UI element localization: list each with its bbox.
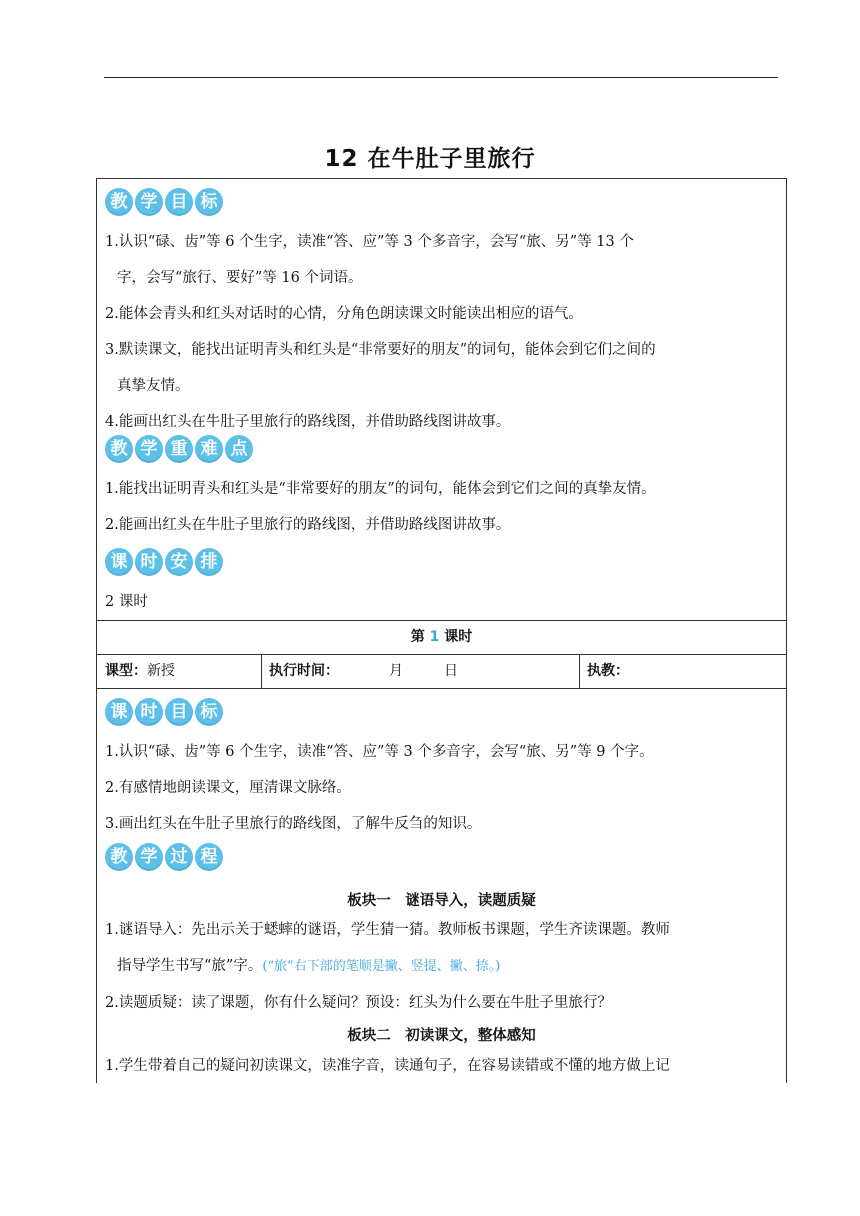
list-item [105, 948, 781, 985]
teacher-label: 执教： [587, 663, 629, 679]
list-item: 3.默读课文，能找出证明青头和红头是“非常要好的朋友”的词句，能体会到它们之间的 [105, 342, 656, 358]
key-points-list [105, 471, 781, 543]
type-label: 课型： [105, 663, 147, 679]
badge-char: 教 [105, 843, 133, 871]
lesson-number-row [97, 621, 786, 654]
list-item: 1.谜语导入：先出示关于蟋蟀的谜语，学生猜一猜。教师板书课题，学生齐读课题。教师 [105, 922, 670, 938]
badge-char: 课 [105, 548, 133, 576]
lesson-goals-list [105, 734, 781, 842]
badge-char: 过 [165, 843, 193, 871]
overview-cell [97, 179, 786, 620]
list-item: 2.有感情地朗读课文，厘清课文脉络。 [105, 780, 351, 796]
list-item: 4.能画出红头在牛肚子里旅行的路线图，并借助路线图讲故事。 [105, 414, 511, 430]
badge-char: 目 [165, 698, 193, 726]
list-item: 2.能体会青头和红头对话时的心情，分角色朗读课文时能读出相应的语气。 [105, 306, 583, 322]
badge-char: 标 [195, 188, 223, 216]
list-item: 1.学生带着自己的疑问初读课文，读准字音，读通句子，在容易读错或不懂的地方做上记 [105, 1058, 670, 1074]
block2-list [105, 1048, 781, 1084]
badge-char: 学 [135, 188, 163, 216]
badge-process [105, 843, 223, 871]
badge-char: 学 [135, 843, 163, 871]
lesson-suffix: 课时 [439, 629, 473, 645]
day-label: 日 [444, 663, 458, 679]
badge-lesson-goals [105, 698, 223, 726]
list-item: 3.画出红头在牛肚子里旅行的路线图，了解牛反刍的知识。 [105, 816, 482, 832]
badge-char: 时 [135, 698, 163, 726]
block1-list [105, 912, 781, 1021]
header-rule [104, 77, 778, 78]
schedule-value: 2 课时 [105, 594, 148, 610]
exec-time [269, 655, 339, 688]
badge-char: 教 [105, 188, 133, 216]
lesson-plan-table [96, 178, 787, 1083]
list-item: 2.读题质疑：读了课题，你有什么疑问？预设：红头为什么要在牛肚子里旅行？ [105, 995, 612, 1011]
badge-char: 教 [105, 435, 133, 463]
page-title: 12 在牛肚子里旅行 [324, 146, 536, 172]
list-item: 2.能画出红头在牛肚子里旅行的路线图，并借助路线图讲故事。 [105, 517, 511, 533]
badge-objectives [105, 188, 223, 216]
lesson-type [105, 655, 175, 688]
stroke-order-note: (“旅”右下部的笔顺是撇、竖提、撇、捺。) [262, 959, 501, 974]
badge-char: 排 [195, 548, 223, 576]
badge-char: 课 [105, 698, 133, 726]
lesson-prefix: 第 [410, 629, 430, 645]
divider [261, 655, 262, 688]
divider [579, 655, 580, 688]
list-item: 字，会写“旅行、要好”等 16 个词语。 [117, 270, 363, 286]
list-item: 1.认识“碌、齿”等 6 个生字，读准“答、应”等 3 个多音字，会写“旅、另”等 9 个字。 [105, 744, 654, 760]
badge-char: 点 [225, 435, 253, 463]
badge-char: 程 [195, 843, 223, 871]
list-item: 1.认识“碌、齿”等 6 个生字，读准“答、应”等 3 个多音字，会写“旅、另”等 13 个 [105, 234, 634, 250]
item-text: 指导学生书写“旅”字。 [117, 958, 263, 974]
badge-char: 学 [135, 435, 163, 463]
list-item: 1.能找出证明青头和红头是“非常要好的朋友”的词句，能体会到它们之间的真挚友情。 [105, 481, 656, 497]
badge-char: 重 [165, 435, 193, 463]
block2-title: 板块二 初读课文，整体感知 [347, 1028, 536, 1044]
badge-char: 时 [135, 548, 163, 576]
badge-char: 难 [195, 435, 223, 463]
badge-key-points [105, 435, 253, 463]
type-value: 新授 [147, 663, 175, 679]
block1-title: 板块一 谜语导入，读题质疑 [347, 893, 536, 909]
list-item: 真挚友情。 [117, 378, 190, 394]
objectives-list [105, 224, 781, 440]
badge-char: 标 [195, 698, 223, 726]
divider [97, 688, 786, 689]
badge-char: 目 [165, 188, 193, 216]
badge-schedule [105, 548, 223, 576]
time-label: 执行时间： [269, 663, 339, 679]
schedule-text [105, 584, 781, 620]
meta-row [97, 655, 786, 688]
lesson-number: 1 [429, 629, 440, 645]
month-label: 月 [389, 663, 403, 679]
badge-char: 安 [165, 548, 193, 576]
